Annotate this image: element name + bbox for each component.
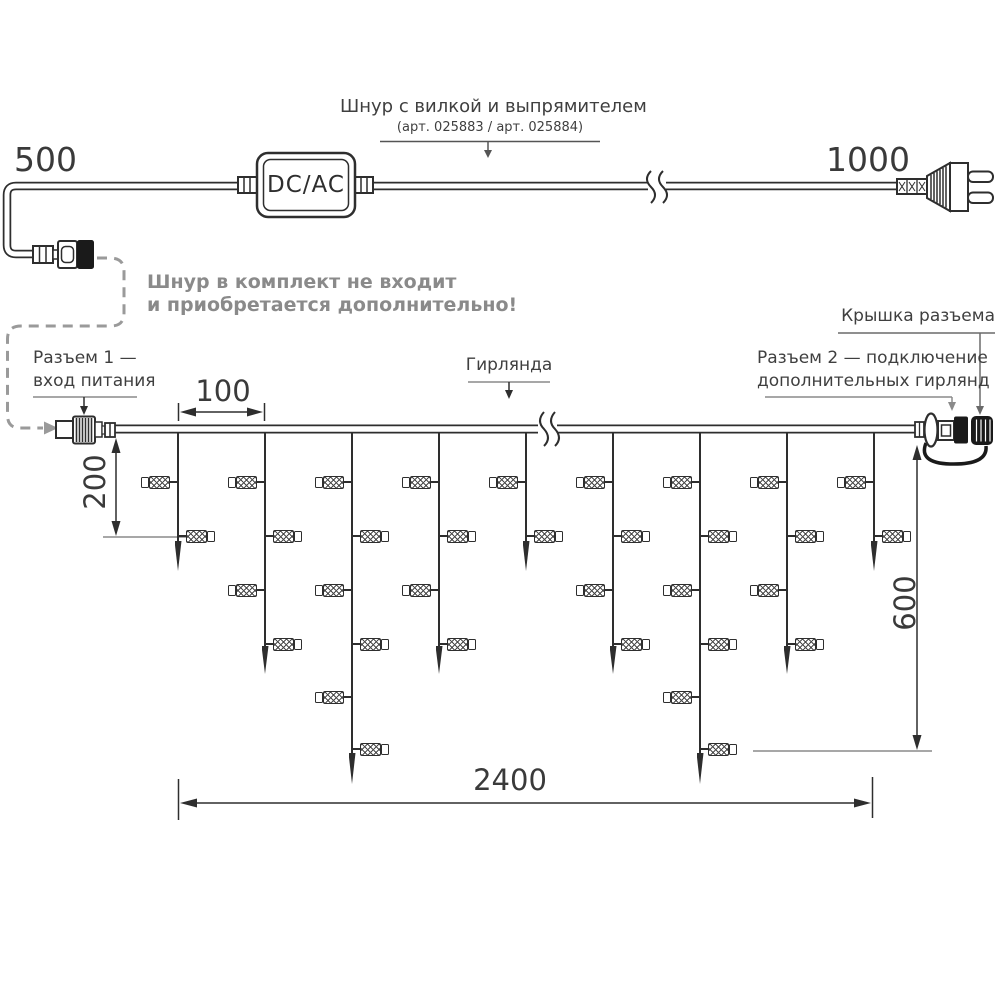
lamp-stem (439, 643, 447, 645)
lamp (186, 530, 207, 543)
lamp-stem (787, 643, 795, 645)
drop-tip (349, 753, 356, 784)
cord-subtitle: (арт. 025883 / арт. 025884) (396, 120, 584, 135)
lamp (671, 691, 692, 704)
lamp-cap (816, 639, 824, 650)
lamp (671, 584, 692, 597)
lamp-stem (779, 481, 787, 483)
lamp-stem (518, 481, 526, 483)
dim-2400: 2400 (473, 763, 547, 797)
lamp-stem (866, 481, 874, 483)
connector1-label-line1: Разъем 1 — (33, 348, 137, 368)
lamp (323, 691, 344, 704)
lamp-cap (816, 531, 824, 542)
dim-600: 600 (888, 575, 922, 631)
connector1-label-line2: вход питания (33, 371, 156, 391)
lamp-cap (903, 531, 911, 542)
lamp-stem (265, 535, 273, 537)
dim-1000: 1000 (826, 140, 910, 179)
drop-tip (175, 541, 182, 571)
lamp (497, 476, 518, 489)
lamp (758, 476, 779, 489)
lamp-cap (294, 639, 302, 650)
not-included-note-line1: Шнур в комплект не входит (147, 271, 457, 293)
connector2-label-line1: Разъем 2 — подключение (757, 348, 988, 368)
drop-wire (177, 432, 179, 541)
lamp (360, 743, 381, 756)
lamp-cap (663, 585, 671, 596)
lamp (447, 530, 468, 543)
lamp-cap (576, 585, 584, 596)
lamp-stem (344, 696, 352, 698)
lamp-stem (257, 589, 265, 591)
lamp-stem (692, 589, 700, 591)
drop-tip (784, 646, 791, 674)
lamp (795, 530, 816, 543)
drop-tip (697, 753, 704, 784)
lamp (410, 584, 431, 597)
lamp-stem (344, 481, 352, 483)
not-included-note-line2: и приобретается дополнительно! (147, 294, 518, 316)
lamp-cap (729, 531, 737, 542)
lamp-cap (750, 477, 758, 488)
lamp-cap (750, 585, 758, 596)
lamp (149, 476, 170, 489)
drop-tip (871, 541, 878, 571)
lamp-cap (576, 477, 584, 488)
lamp-stem (605, 589, 613, 591)
lamp-cap (228, 477, 236, 488)
lamp-stem (692, 696, 700, 698)
lamp-stem (787, 535, 795, 537)
cap-label: Крышка разъема (841, 306, 995, 326)
lamp (621, 530, 642, 543)
lamp (708, 743, 729, 756)
lamp-cap (315, 585, 323, 596)
lamp-cap (729, 744, 737, 755)
lamp (323, 476, 344, 489)
lamp-stem (352, 748, 360, 750)
lamp-cap (663, 477, 671, 488)
lamp (323, 584, 344, 597)
lamp-stem (700, 748, 708, 750)
drop-wire (612, 432, 614, 646)
lamp-stem (779, 589, 787, 591)
lamp (708, 638, 729, 651)
lamp-cap (141, 477, 149, 488)
lamp-stem (613, 643, 621, 645)
lamp-cap (837, 477, 845, 488)
lamp-cap (402, 477, 410, 488)
lamp-cap (555, 531, 563, 542)
garland-label: Гирлянда (465, 355, 553, 375)
lamp-stem (170, 481, 178, 483)
lamp-cap (228, 585, 236, 596)
lamp (758, 584, 779, 597)
lamp-cap (381, 744, 389, 755)
lamp-cap (294, 531, 302, 542)
lamp-stem (613, 535, 621, 537)
lamp (410, 476, 431, 489)
lamp (671, 476, 692, 489)
lamp (621, 638, 642, 651)
drop-wire (438, 432, 440, 646)
lamp-stem (700, 535, 708, 537)
lamp (273, 530, 294, 543)
lamp (584, 476, 605, 489)
dcac-label: DC/AC (267, 172, 345, 198)
connector2-label-line2: дополнительных гирлянд (757, 371, 990, 391)
lamp (795, 638, 816, 651)
lamp-cap (315, 692, 323, 703)
lamp-stem (257, 481, 265, 483)
lamp-stem (874, 535, 882, 537)
lamp-cap (729, 639, 737, 650)
lamp-stem (692, 481, 700, 483)
lamp-cap (489, 477, 497, 488)
lamp-cap (207, 531, 215, 542)
lamp-stem (178, 535, 186, 537)
lamp-stem (431, 481, 439, 483)
lamp-cap (468, 639, 476, 650)
drop-tip (436, 646, 443, 674)
lamp-stem (352, 535, 360, 537)
lamp (708, 530, 729, 543)
drop-tip (523, 541, 530, 571)
lamp-cap (642, 639, 650, 650)
drop-tip (262, 646, 269, 674)
lamp (236, 584, 257, 597)
dim-200: 200 (78, 454, 112, 510)
lamp-cap (402, 585, 410, 596)
lamp (845, 476, 866, 489)
drop-wire (873, 432, 875, 541)
lamp-cap (381, 639, 389, 650)
lamp (236, 476, 257, 489)
lamp (360, 530, 381, 543)
lamp-cap (663, 692, 671, 703)
drop-wire (525, 432, 527, 541)
drop-tip (610, 646, 617, 674)
lamp (584, 584, 605, 597)
lamp-stem (265, 643, 273, 645)
dim-100: 100 (195, 374, 251, 408)
lamp-stem (439, 535, 447, 537)
lamp-cap (315, 477, 323, 488)
lamp-stem (700, 643, 708, 645)
lamp (534, 530, 555, 543)
lamp-stem (605, 481, 613, 483)
lamp-cap (468, 531, 476, 542)
lamp (447, 638, 468, 651)
lamp-stem (352, 643, 360, 645)
drop-wire (786, 432, 788, 646)
drop-wire (264, 432, 266, 646)
lamp-stem (526, 535, 534, 537)
lamp-stem (431, 589, 439, 591)
lamp (273, 638, 294, 651)
lamp (882, 530, 903, 543)
lamp-cap (381, 531, 389, 542)
lamp-stem (344, 589, 352, 591)
lamp-cap (642, 531, 650, 542)
cord-title: Шнур с вилкой и выпрямителем (340, 96, 647, 117)
lamp (360, 638, 381, 651)
dim-500: 500 (14, 140, 77, 179)
